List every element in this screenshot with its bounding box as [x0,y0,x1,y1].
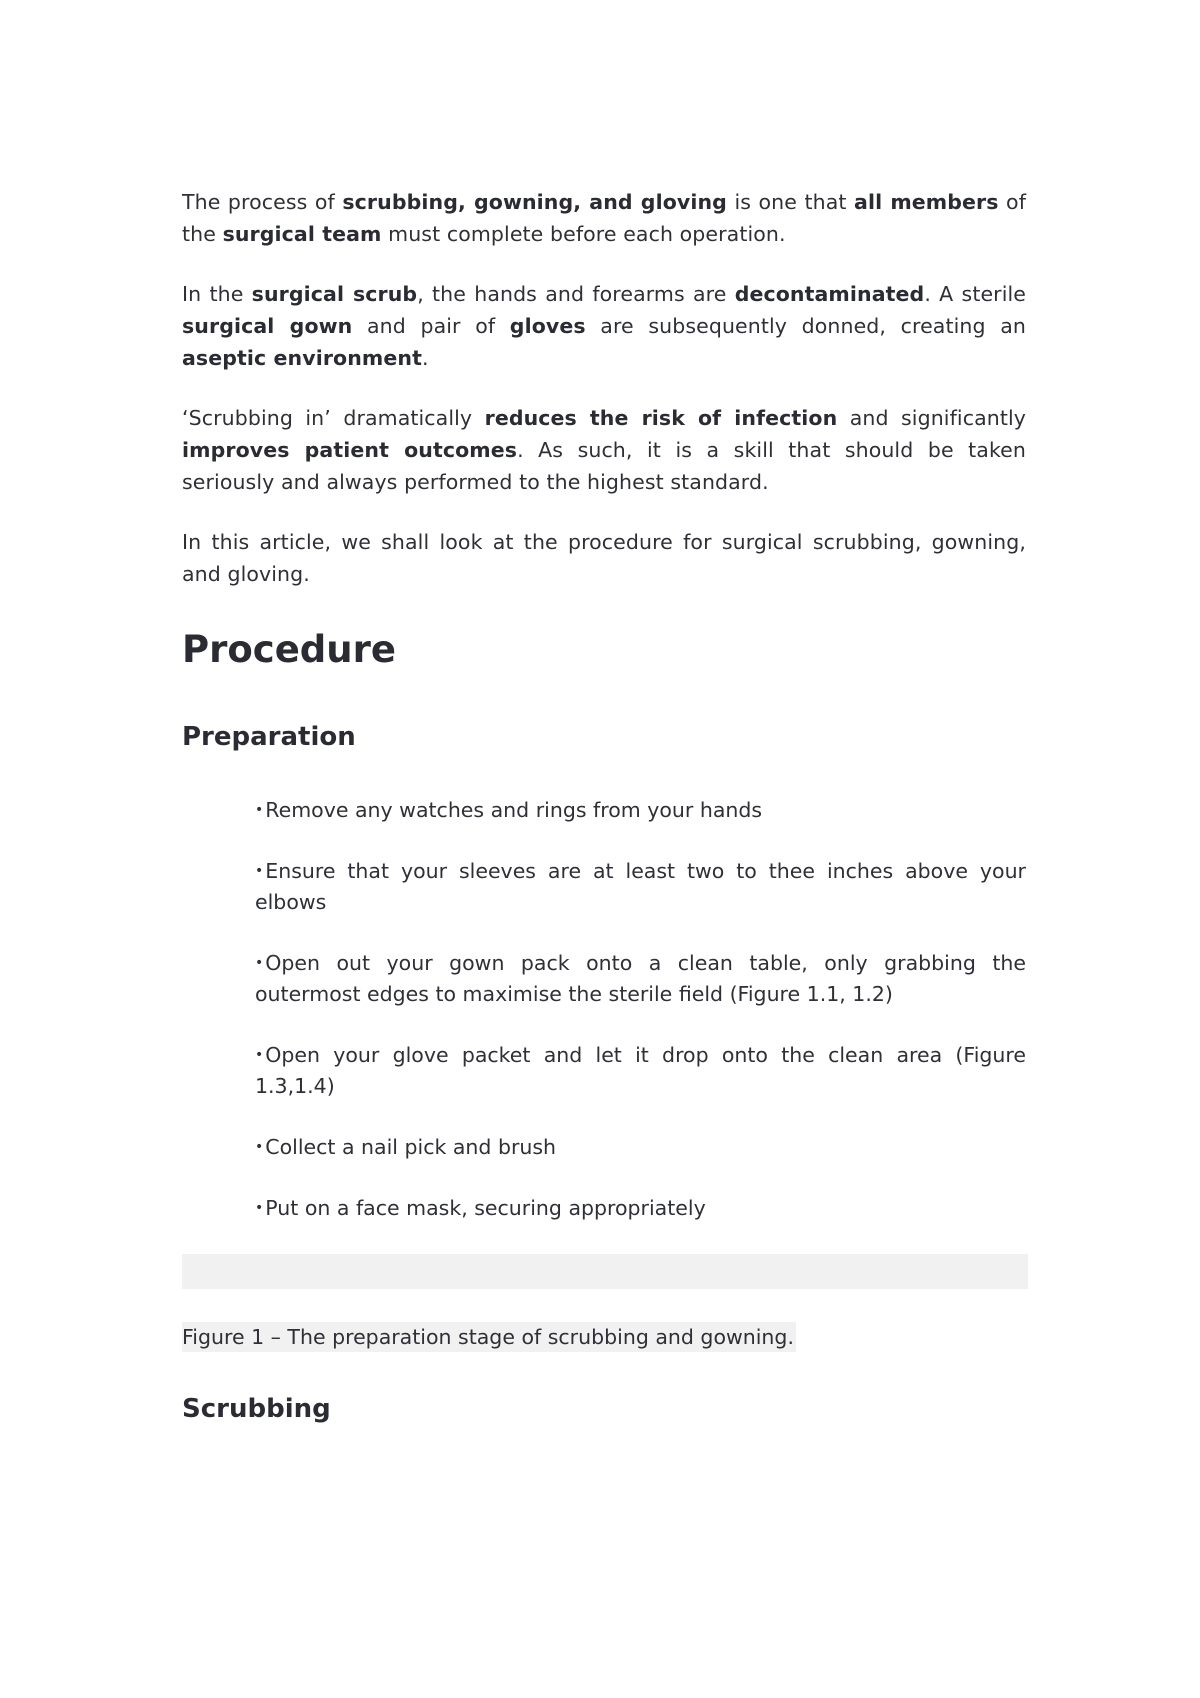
intro-paragraph-3: ‘Scrubbing in’ dramatically reduces the risk of infection and significantly improves patient outcomes. As such, it is a skill that should be taken seriously and always performed to the highest standard. [182,406,1026,494]
list-item: •Remove any watches and rings from your hands [255,798,763,822]
article-body [182,186,1026,1425]
intro-paragraph-2: In the surgical scrub, the hands and forearms are decontaminated. A sterile surgical gown and pair of gloves are subsequently donned, creating an aseptic environment. [182,282,1027,370]
list-item: •Open your glove packet and let it drop onto the clean area (Figure 1.3,1.4) [255,1043,1026,1098]
bullet-icon: • [255,1200,264,1216]
list-item: •Ensure that your sleeves are at least two to thee inches above your elbows [255,859,1026,914]
bullet-icon: • [255,1047,264,1063]
figure-caption: Figure 1 – The preparation stage of scrubbing and gowning. [182,1322,796,1352]
procedure-heading: Procedure [182,628,396,671]
list-item: •Collect a nail pick and brush [255,1135,557,1159]
bullet-icon: • [255,1139,264,1155]
bullet-icon: • [255,863,264,879]
scrubbing-heading: Scrubbing [182,1394,331,1424]
intro-paragraph-1: The process of scrubbing, gowning, and gloving is one that all members of the surgical team must complete before each operation. [182,190,1027,246]
list-item: •Put on a face mask, securing appropriately [255,1196,706,1220]
bullet-icon: • [255,802,264,818]
intro-paragraph-4: In this article, we shall look at the procedure for surgical scrubbing, gowning, and gloving. [182,530,1026,586]
bullet-icon: • [255,955,264,971]
preparation-list [182,795,1026,1224]
preparation-heading: Preparation [182,722,356,752]
figure-placeholder [182,1254,1028,1289]
list-item: •Open out your gown pack onto a clean table, only grabbing the outermost edges to maximise the sterile field (Figure 1.1, 1.2) [255,951,1026,1006]
